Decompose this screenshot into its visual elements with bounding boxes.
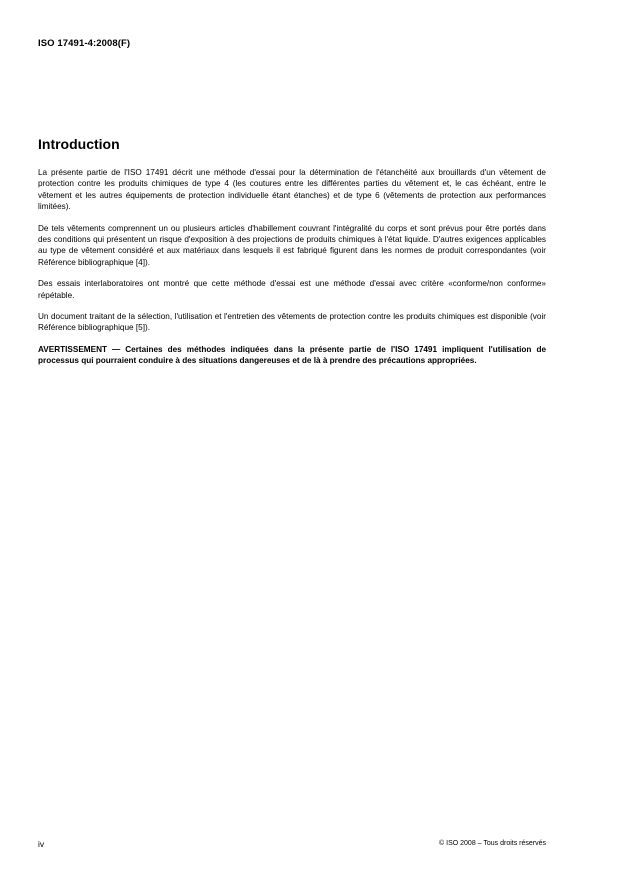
page-number: iv bbox=[38, 839, 45, 849]
copyright-notice: © ISO 2008 – Tous droits réservés bbox=[439, 840, 546, 847]
paragraph-scope: La présente partie de l'ISO 17491 décrit une méthode d'essai pour la détermination de l'étanchéité aux brouillards d'un vêtement de protection contre les produits chimiques de type 4 (les coutures entre les différentes parties du vêtement et, le cas échéant, entre le vêtement et les autres équipements de protection individuelle étant étanches) et de type 6 (vêtements de protection aux performances limitées). bbox=[38, 168, 546, 212]
introduction-body bbox=[38, 167, 546, 377]
paragraph-garments: De tels vêtements comprennent un ou plusieurs articles d'habillement couvrant l'intégralité du corps et sont prévus pour être portés dans des conditions qui présentent un risque d'exposition à des projections de produits chimiques à l'état liquide. D'autres exigences applicables au type de vêtement considéré et aux matériaux dans lesquels il est fabriqué figurent dans les normes de produit correspondantes (voir Référence bibliographique [4]). bbox=[38, 223, 546, 267]
paragraph-warning: AVERTISSEMENT — Certaines des méthodes indiquées dans la présente partie de l'ISO 17491 impliquent l'utilisation de processus qui pourraient conduire à des situations dangereuses et de là à prendre des précautions appropriées. bbox=[38, 344, 546, 366]
document-id: ISO 17491-4:2008(F) bbox=[38, 38, 131, 49]
section-title: Introduction bbox=[38, 136, 120, 152]
paragraph-interlab: Des essais interlaboratoires ont montré que cette méthode d'essai est une méthode d'essai avec critère «conforme/non conforme» répétable. bbox=[38, 279, 546, 300]
paragraph-guidance: Un document traitant de la sélection, l'utilisation et l'entretien des vêtements de protection contre les produits chimiques est disponible (voir Référence bibliographique [5]). bbox=[38, 312, 546, 333]
